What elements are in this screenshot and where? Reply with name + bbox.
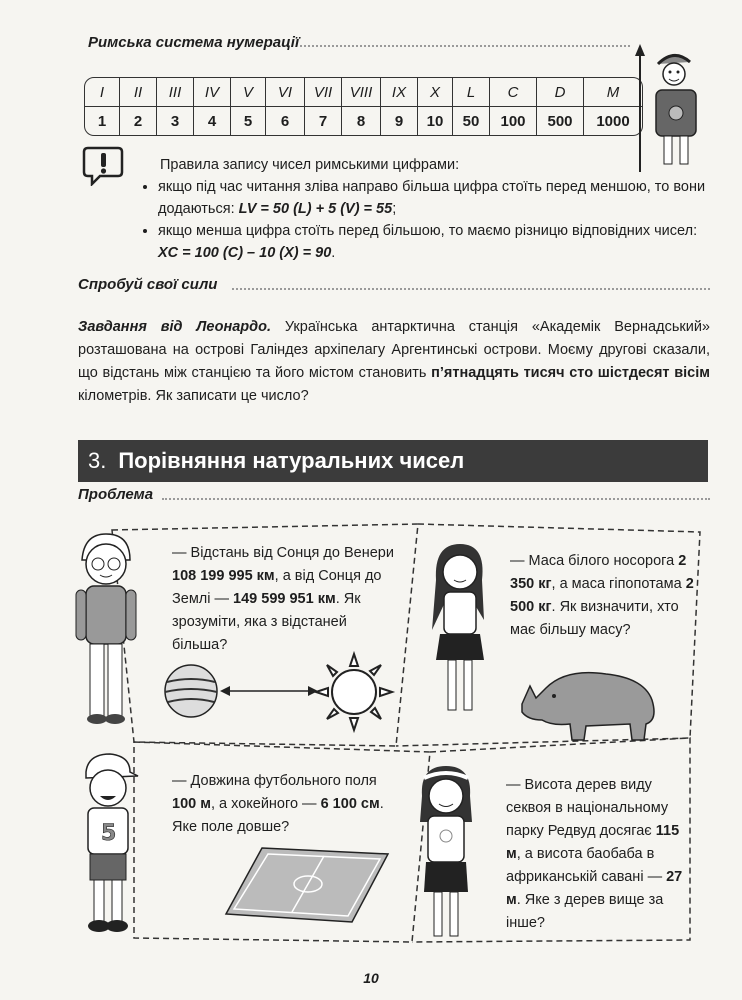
dotted-divider [162,498,710,500]
roman-value-cell: 7 [305,107,342,136]
rule-item-2: • якщо менша цифра стоїть перед більшою, то маємо різницю відповідних чисел: XC = 100 (C) – 10 (X) = 90. [158,220,712,264]
roman-value-cell: 6 [266,107,305,136]
roman-value-cell: 8 [342,107,381,136]
exclamation-icon [82,144,124,186]
task-paragraph: Завдання від Леонардо. Українська антарктична станція «Академік Вернадський» розташована на острові Галіндез архіпелагу Аргентинські острови. Моєму другові сказали, що відстань між станцією та його містом становить п’ятнадцять тисяч сто шістдесят вісім кілометрів. Як записати це число? [78,319,710,404]
section-number: 3. [88,448,107,473]
roman-numeral-cell: VII [305,77,342,107]
roman-value-cell: 1 [84,107,120,136]
roman-table [84,77,643,136]
rules-block [142,154,712,264]
field-icon [222,840,392,930]
sun-icon [312,650,396,734]
problem-cell-3: — Довжина футбольного поля 100 м, а хокейного — 6 100 см. Яке поле довше? [172,773,384,835]
planet-venus-icon [162,662,220,720]
roman-numeral-cell: C [490,77,537,107]
dotted-divider [232,288,710,290]
roman-numeral-cell: VIII [342,77,381,107]
rules-heading: Правила запису чисел римськими цифрами: [160,157,460,173]
roman-section-title: Римська система нумерації [88,34,300,51]
roman-numeral-cell: X [418,77,453,107]
rhino-icon [516,664,664,744]
roman-value-cell: 3 [157,107,194,136]
roman-value-cell: 1000 [584,107,643,136]
roman-numeral-cell: VI [266,77,305,107]
roman-value-cell: 10 [418,107,453,136]
arrow-icon [220,683,318,699]
roman-value-cell: 500 [537,107,584,136]
roman-numeral-cell: III [157,77,194,107]
section-title: Порівняння натуральних чисел [118,448,465,473]
dotted-divider [300,45,630,47]
rule-item-1: • якщо під час читання зліва направо більша цифра стоїть перед меншою, то вони додаються: LV = 50 (L) + 5 (V) = 55; [158,176,712,220]
roman-numeral-cell: I [84,77,120,107]
roman-value-cell: 2 [120,107,157,136]
try-section-title: Спробуй свої сили [78,276,218,293]
svg-text:5: 5 [101,821,117,846]
roman-numeral-cell: IV [194,77,231,107]
problem-cell-4: — Висота дерев виду секвоя в національному парку Редвуд досягає 115 м, а висота баобаба в африканській савані — 27 м. Яке з дерев вище за інше? [506,777,683,931]
girl-figure [424,540,494,720]
roman-numeral-cell: D [537,77,584,107]
roman-value-cell: 9 [381,107,418,136]
girl-headband-figure [406,762,484,942]
task-number-words: п’ятнадцять тисяч сто шістдесят вісім [431,365,710,381]
roman-value-cell: 50 [453,107,490,136]
problem-cell-1: — Відстань від Сонця до Венери 108 199 995 км, а від Сонця до Землі — 149 599 951 км. Як зрозуміти, яка з відстаней більша? [172,545,394,653]
problem-title: Проблема [78,486,154,503]
roman-value-cell: 4 [194,107,231,136]
roman-numeral-cell: IX [381,77,418,107]
roman-numeral-cell: M [584,77,643,107]
roman-value-cell: 5 [231,107,266,136]
task-label: Завдання від Леонардо. [78,319,271,335]
roman-value-cell: 100 [490,107,537,136]
section-banner [78,440,708,482]
roman-numeral-cell: II [120,77,157,107]
page-number: 10 [363,970,379,986]
roman-numeral-cell: L [453,77,490,107]
boy-cap-figure [72,750,142,934]
problem-cell-2: — Маса білого носорога 2 350 кг, а маса гіпопотама 2 500 кг. Як визначити, хто має більшу масу? [510,553,694,638]
roman-numeral-cell: V [231,77,266,107]
boy-glasses-figure [72,530,138,726]
